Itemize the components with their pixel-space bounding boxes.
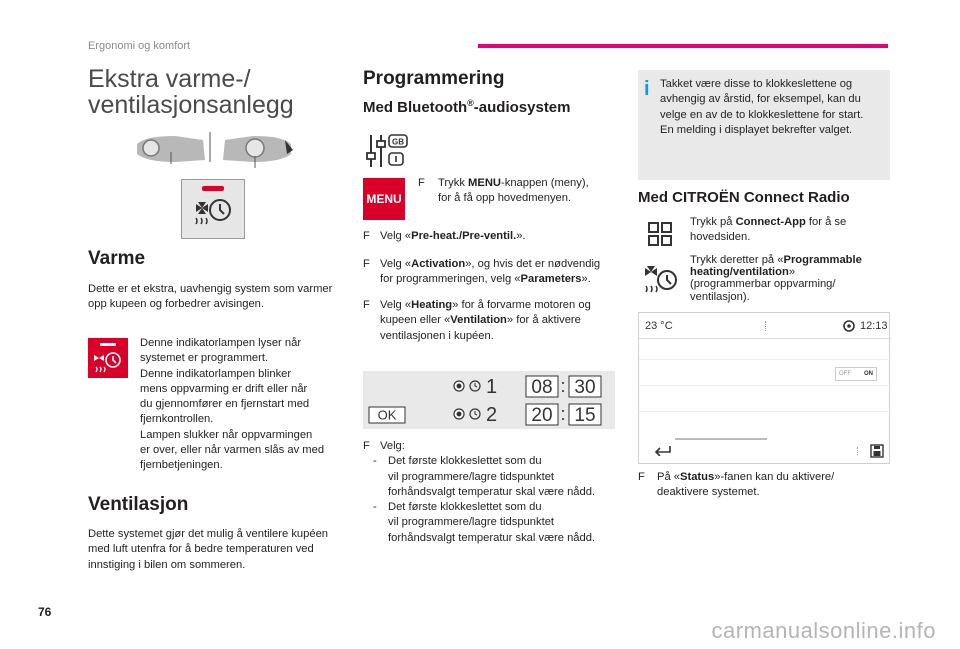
section-header: Ergonomi og komfort [88, 40, 191, 52]
svg-text:20: 20 [531, 405, 553, 426]
step-status-tab: F På «Status»-fanen kan du aktivere/ deaktivere systemet. [638, 471, 835, 499]
header-accent-bar [478, 44, 888, 48]
velg-item-1: - Det første klokkeslettet som du vil programmere/lagre tidspunktet forhåndsvalgt temperatur skal være nådd. [373, 455, 596, 498]
svg-text:OK: OK [377, 407, 397, 423]
indicator-description: Denne indikatorlampen lyser når systemet er programmert. Denne indikatorlampen blinker mens oppvarming er drift eller når du gjennomfører en fjernstart med fjernkontrollen. Lampen slukker når oppvarmingen er over, eller når varmen slås av med fjernbetjeningen. [140, 337, 325, 472]
status-toggle[interactable]: OFF ON [835, 367, 877, 381]
svg-text:2: 2 [486, 404, 498, 426]
varme-text: Dette er et ekstra, uavhengig system som varmer opp kupeen og forbedrer avisingen. [88, 283, 333, 311]
ventilasjon-text: Dette systemet gjør det mulig å ventilere kupéen med luft utenfra for å bedre temperaturen ved innstiging i bilen om sommeren. [88, 528, 329, 571]
svg-text:GB: GB [392, 137, 404, 147]
velg-item-2: - Det første klokkeslettet som du vil programmere/lagre tidspunktet forhåndsvalgt temperatur skal være nådd. [373, 501, 596, 544]
step-select-activation: F Velg «Activation», og hvis det er nødvendig for programmeringen, velg «Parameters». [363, 258, 601, 286]
connect-radio-heading: Med CITROËN Connect Radio [638, 189, 850, 206]
ventilasjon-heading: Ventilasjon [88, 494, 189, 515]
svg-text:30: 30 [574, 377, 596, 398]
settings-gear-icon [842, 319, 856, 333]
info-icon: i [644, 78, 650, 100]
heater-indicator-icon [88, 338, 128, 378]
screen-temperature: 23 °C [645, 320, 673, 332]
step-press-connect-app: Trykk på Connect-App for å se hovedsiden. [690, 216, 847, 244]
menu-button-tile: MENU [363, 178, 405, 220]
svg-text:15: 15 [574, 405, 596, 426]
svg-text::: : [560, 404, 566, 424]
bluetooth-subheading: Med Bluetooth®-audiosystem [363, 98, 571, 116]
apps-grid-icon [648, 222, 672, 246]
step-select-preheat: F Velg «Pre-heat./Pre-ventil.». [363, 230, 526, 242]
indicator-lamp-tile [88, 338, 128, 378]
dashboard-illustration [135, 128, 295, 174]
step-select-heating: F Velg «Heating» for å forvarme motoren og kupeen eller «Ventilation» for å aktivere ventilasjonen i kupéen. [363, 299, 591, 342]
clock-display [363, 371, 615, 429]
svg-text::: : [560, 376, 566, 396]
svg-text:1: 1 [486, 376, 498, 398]
page-title-line2: ventilasjonsanlegg [88, 91, 294, 119]
step-press-menu: F Trykk MENU-knappen (meny), for å få opp hovedmenyen. [418, 177, 589, 205]
varme-heading: Varme [88, 248, 146, 269]
watermark: carmanualsonline.info [711, 618, 936, 643]
programmable-heater-icon [641, 260, 681, 296]
velg-clock-list: F Velg: - Det første klokkeslettet som du vil programmere/lagre tidspunktet forhåndsvalgt temperatur skal være nådd. - Det første klokkeslettet som du vil programmere/lagre tidspunktet forhåndsvalgt temperatur skal være nådd. [363, 439, 628, 546]
radio-screen-mockup [638, 312, 890, 464]
back-arrow-icon[interactable] [653, 444, 671, 456]
page-title-line1: Ekstra varme-/ [88, 65, 251, 93]
step-programmable-heating: Trykk deretter på «Programmable heating/ventilation» (programmerbar oppvarming/ ventilasjon). [690, 254, 862, 303]
info-box [638, 70, 890, 180]
settings-sliders-icon [365, 131, 411, 171]
save-icon[interactable] [870, 444, 884, 458]
info-text: Takket være disse to klokkeslettene og avhengig av årstid, for eksempel, kan du velge en av de to klokkeslettene for start. En melding i displayet bekrefter valget. [660, 78, 864, 136]
page-number: 76 [38, 605, 52, 619]
indicator-icon-box [181, 179, 245, 239]
heater-timer-icon [182, 180, 244, 238]
svg-text:08: 08 [531, 377, 553, 398]
programmering-heading: Programmering [363, 68, 505, 89]
screen-clock: 12:13 [860, 320, 888, 332]
clock-display-panel [363, 371, 615, 429]
